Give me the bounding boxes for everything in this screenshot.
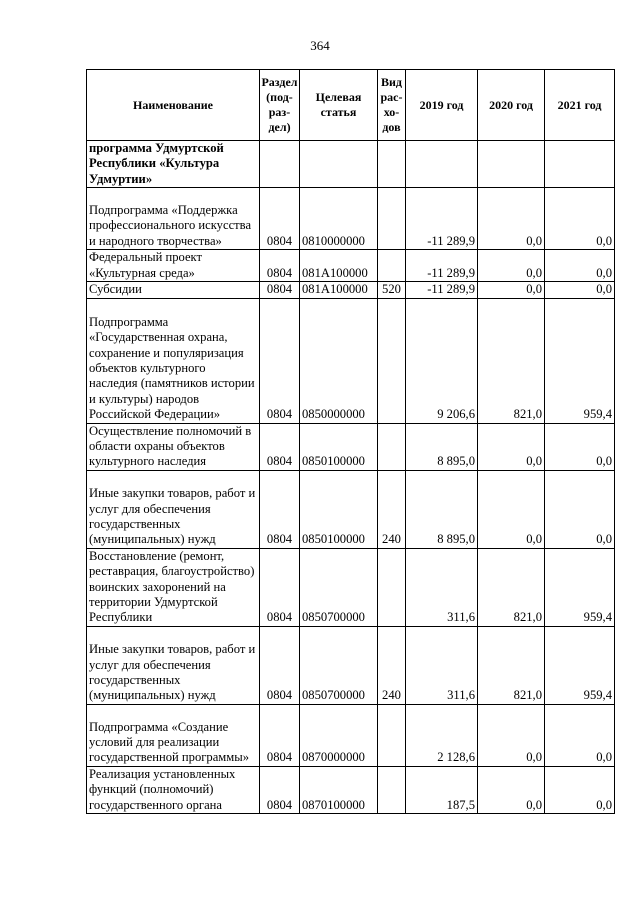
- row-2021-cell: 0,0: [545, 423, 615, 470]
- row-target-cell: 0870100000: [300, 766, 378, 813]
- row-2019-cell: 8 895,0: [406, 423, 478, 470]
- table-row: [87, 282, 615, 298]
- row-2020-cell: 821,0: [478, 298, 545, 423]
- row-2019-cell: -11 289,9: [406, 250, 478, 282]
- row-2019-cell: 2 128,6: [406, 704, 478, 766]
- row-type-cell: [378, 766, 406, 813]
- row-target-cell: [300, 141, 378, 188]
- table-row: [87, 626, 615, 704]
- row-2021-cell: 0,0: [545, 188, 615, 250]
- row-type-cell: [378, 548, 406, 626]
- row-2020-cell: 0,0: [478, 704, 545, 766]
- row-section-cell: 0804: [260, 298, 300, 423]
- row-type-cell: [378, 141, 406, 188]
- table-header-row: [87, 70, 615, 141]
- row-2019-cell: 311,6: [406, 548, 478, 626]
- row-name-cell: Осуществление полномочий в области охраны объектов культурного наследия: [87, 423, 260, 470]
- table-body: [87, 141, 615, 814]
- row-2021-cell: [545, 141, 615, 188]
- row-type-cell: 240: [378, 626, 406, 704]
- row-section-cell: 0804: [260, 470, 300, 548]
- row-2021-cell: 0,0: [545, 704, 615, 766]
- row-target-cell: 0870000000: [300, 704, 378, 766]
- row-2019-cell: 311,6: [406, 626, 478, 704]
- row-name-cell: Подпрограмма «Государственная охрана, сохранение и популяризация объектов культурного наследия (памятников истории и культуры) народов Российской Федерации»: [87, 298, 260, 423]
- row-section-cell: 0804: [260, 704, 300, 766]
- table-row: [87, 548, 615, 626]
- row-section-cell: 0804: [260, 250, 300, 282]
- row-target-cell: 0850100000: [300, 470, 378, 548]
- row-target-cell: 0850700000: [300, 548, 378, 626]
- row-2021-cell: 0,0: [545, 766, 615, 813]
- row-name-cell: Подпрограмма «Поддержка профессионального искусства и народного творчества»: [87, 188, 260, 250]
- header-2021: 2021 год: [545, 70, 615, 141]
- header-2019: 2019 год: [406, 70, 478, 141]
- row-type-cell: [378, 250, 406, 282]
- row-2021-cell: 0,0: [545, 250, 615, 282]
- page-number: 364: [310, 38, 330, 53]
- table-row: [87, 188, 615, 250]
- budget-table: [86, 69, 615, 814]
- row-target-cell: 0850700000: [300, 626, 378, 704]
- row-section-cell: 0804: [260, 766, 300, 813]
- table-row: [87, 766, 615, 813]
- row-type-cell: [378, 188, 406, 250]
- header-2020: 2020 год: [478, 70, 545, 141]
- row-section-cell: 0804: [260, 282, 300, 298]
- row-section-cell: 0804: [260, 423, 300, 470]
- row-2020-cell: 0,0: [478, 470, 545, 548]
- row-name-cell: Подпрограмма «Создание условий для реализации государственной программы»: [87, 704, 260, 766]
- row-2020-cell: 0,0: [478, 766, 545, 813]
- row-2020-cell: [478, 141, 545, 188]
- table-row: [87, 423, 615, 470]
- header-target: Целевая статья: [300, 70, 378, 141]
- row-target-cell: 0850100000: [300, 423, 378, 470]
- row-name-cell: Восстановление (ремонт, реставрация, благоустройство) воинских захоронений на территории Удмуртской Республики: [87, 548, 260, 626]
- row-2020-cell: 821,0: [478, 626, 545, 704]
- row-2021-cell: 0,0: [545, 470, 615, 548]
- row-name-cell: Федеральный проект «Культурная среда»: [87, 250, 260, 282]
- table-row: [87, 704, 615, 766]
- table-row: [87, 298, 615, 423]
- row-type-cell: 520: [378, 282, 406, 298]
- header-section: Раздел (под-раз-дел): [260, 70, 300, 141]
- row-name-cell: программа Удмуртской Республики «Культура Удмуртии»: [87, 141, 260, 188]
- row-section-cell: 0804: [260, 188, 300, 250]
- row-name-cell: Иные закупки товаров, работ и услуг для обеспечения государственных (муниципальных) нужд: [87, 470, 260, 548]
- row-target-cell: 0850000000: [300, 298, 378, 423]
- row-2021-cell: 0,0: [545, 282, 615, 298]
- table-row: [87, 141, 615, 188]
- table-row: [87, 250, 615, 282]
- row-target-cell: 081A100000: [300, 282, 378, 298]
- header-type: Вид рас-хо-дов: [378, 70, 406, 141]
- row-2020-cell: 0,0: [478, 250, 545, 282]
- row-section-cell: [260, 141, 300, 188]
- row-target-cell: 0810000000: [300, 188, 378, 250]
- row-2019-cell: -11 289,9: [406, 282, 478, 298]
- row-2019-cell: [406, 141, 478, 188]
- row-2021-cell: 959,4: [545, 548, 615, 626]
- row-section-cell: 0804: [260, 548, 300, 626]
- row-2021-cell: 959,4: [545, 298, 615, 423]
- header-name: Наименование: [87, 70, 260, 141]
- row-2020-cell: 0,0: [478, 423, 545, 470]
- row-2020-cell: 0,0: [478, 188, 545, 250]
- row-section-cell: 0804: [260, 626, 300, 704]
- row-2021-cell: 959,4: [545, 626, 615, 704]
- row-name-cell: Реализация установленных функций (полномочий) государственного органа: [87, 766, 260, 813]
- row-2019-cell: 187,5: [406, 766, 478, 813]
- row-type-cell: [378, 423, 406, 470]
- row-name-cell: Иные закупки товаров, работ и услуг для обеспечения государственных (муниципальных) нужд: [87, 626, 260, 704]
- row-name-cell: Субсидии: [87, 282, 260, 298]
- table-row: [87, 470, 615, 548]
- row-target-cell: 081A100000: [300, 250, 378, 282]
- row-type-cell: 240: [378, 470, 406, 548]
- row-type-cell: [378, 704, 406, 766]
- row-2019-cell: 8 895,0: [406, 470, 478, 548]
- row-type-cell: [378, 298, 406, 423]
- row-2019-cell: 9 206,6: [406, 298, 478, 423]
- row-2020-cell: 821,0: [478, 548, 545, 626]
- row-2020-cell: 0,0: [478, 282, 545, 298]
- row-2019-cell: -11 289,9: [406, 188, 478, 250]
